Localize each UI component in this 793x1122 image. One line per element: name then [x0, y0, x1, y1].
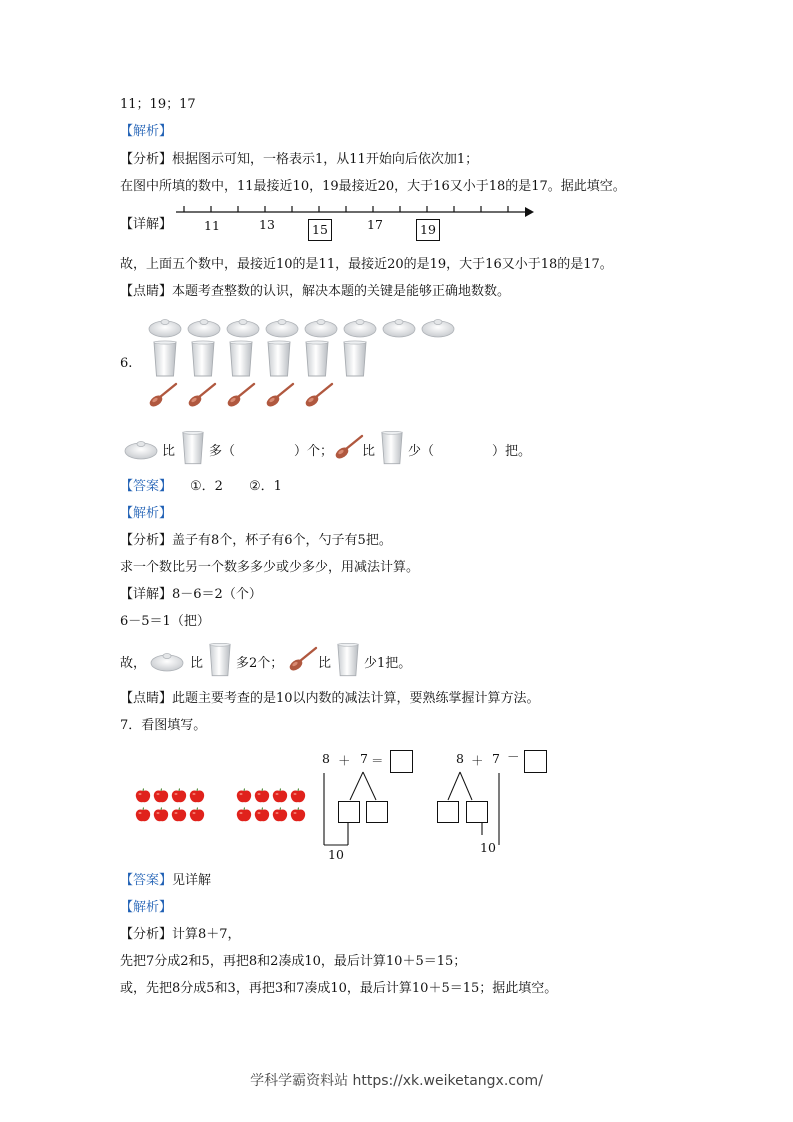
q6-analysis — [120, 532, 392, 550]
q5-conclusion: 故，上面五个数中，最接近10的是11，最接近20的是19，大于16又小于18的是17。 — [120, 257, 613, 272]
apple-icon — [171, 788, 187, 804]
apple-icon — [153, 788, 169, 804]
apple-icon — [135, 788, 151, 804]
lid-icon — [265, 316, 299, 338]
q5-analysis-text: 根据图示可知，一格表示1，从11开始向后依次加1； — [172, 152, 479, 167]
detail-label: 【详解】 — [120, 217, 173, 232]
comment-tag: 【点睛】 — [120, 284, 173, 299]
spoon-icon — [304, 382, 334, 408]
q6-answer — [120, 478, 282, 496]
cup-icon — [152, 340, 178, 378]
spoon-icon — [334, 434, 364, 460]
q5-comment — [120, 283, 510, 301]
answer-tag: 【答案】 — [120, 479, 173, 494]
q6-comment-text: 此题主要考查的是10以内数的减法计算，要熟练掌握计算方法。 — [172, 691, 540, 706]
lid-icon — [226, 316, 260, 338]
analysis-tag: 【分析】 — [120, 533, 173, 548]
apple-icon — [236, 788, 252, 804]
apple-icon — [171, 807, 187, 823]
split-box — [437, 801, 459, 823]
q6-number: 6. — [120, 356, 133, 371]
cup-icon — [342, 340, 368, 378]
more-text: 多2个； — [236, 656, 284, 671]
apple-icon — [189, 788, 205, 804]
spoon-icon — [288, 646, 318, 672]
q7-answer-text: 见详解 — [172, 873, 212, 888]
page-footer: 学科学霸资料站 https://xk.weiketangx.com/ — [250, 1073, 543, 1089]
lid-icon — [382, 316, 416, 338]
q6-question — [124, 428, 684, 468]
decomposition-lines — [434, 745, 559, 855]
ten-label: 10 — [328, 847, 344, 862]
previous-answer: 11；19；17 — [120, 97, 196, 112]
q6-analysis-text: 盖子有8个，杯子有6个，勺子有5把。 — [172, 533, 392, 548]
q5-analysis — [120, 151, 478, 169]
numberline-label: 17 — [367, 217, 383, 232]
q6-detail-text: 8－6＝2（个） — [172, 587, 262, 602]
q6-detail — [120, 586, 262, 604]
q7-analysis — [120, 926, 241, 944]
lid-icon — [304, 316, 338, 338]
plus-sign: ＋ — [338, 753, 351, 768]
q5-comment-text: 本题考查整数的认识，解决本题的关键是能够正确地数数。 — [172, 284, 511, 299]
apple-icon — [272, 807, 288, 823]
plus-sign: ＋ — [471, 753, 484, 768]
apple-icon — [135, 807, 151, 823]
cup-icon — [336, 642, 360, 678]
less-text: 少（ — [408, 444, 435, 459]
split-box — [338, 801, 360, 823]
comment-tag: 【点睛】 — [120, 691, 173, 706]
numberline-label: 13 — [259, 217, 275, 232]
cup-icon — [228, 340, 254, 378]
lid-icon — [421, 316, 455, 338]
apple-icon — [272, 788, 288, 804]
q7-answer — [120, 872, 211, 890]
apple-icon — [254, 807, 270, 823]
equals-sign: ＝ — [371, 753, 384, 768]
apple-icon — [254, 788, 270, 804]
apple-icon — [153, 807, 169, 823]
cup-icon — [304, 340, 330, 378]
q6-answer-text: ①．2 ②．1 — [190, 479, 282, 494]
apple-icon — [290, 788, 306, 804]
addend: 7 — [492, 751, 500, 766]
cup-icon — [190, 340, 216, 378]
compare-word: 比 — [190, 656, 204, 671]
make-ten-diagram-1 — [318, 745, 428, 865]
ten-label: 10 — [480, 840, 496, 855]
q5-analysis-line2: 在图中所填的数中，11最接近10，19最接近20，大于16又小于18的是17。据此填空。 — [120, 179, 626, 194]
compare-word: 比 — [162, 444, 176, 459]
compare-word: 比 — [318, 656, 332, 671]
detail-tag: 【详解】 — [120, 587, 173, 602]
lid-icon — [187, 316, 221, 338]
q6-comment — [120, 690, 540, 708]
analysis-label: 【解析】 — [120, 506, 173, 521]
apple-icon — [290, 807, 306, 823]
lid-icon — [343, 316, 377, 338]
more-text: 多（ — [209, 444, 236, 459]
cup-icon — [208, 642, 232, 678]
number-line — [170, 200, 540, 245]
spoon-icon — [148, 382, 178, 408]
unit-text: ）把。 — [492, 444, 532, 459]
q7-analysis-text: 计算8＋7， — [172, 927, 241, 942]
q6-conclusion — [120, 642, 680, 682]
conclusion-word: 故， — [120, 656, 147, 671]
analysis-label: 【解析】 — [120, 124, 173, 139]
unit-text: ）个； — [294, 444, 334, 459]
analysis-tag: 【分析】 — [120, 927, 173, 942]
cup-icon — [380, 430, 404, 466]
numberline-answer-box: 19 — [416, 219, 440, 241]
compare-word: 比 — [362, 444, 376, 459]
apple-icon — [189, 807, 205, 823]
apple-icon — [236, 807, 252, 823]
lid-icon — [150, 650, 184, 672]
answer-tag: 【答案】 — [120, 873, 173, 888]
q7-title: 7．看图填写。 — [120, 718, 207, 733]
cup-icon — [181, 430, 205, 466]
lid-icon — [148, 316, 182, 338]
cup-icon — [266, 340, 292, 378]
split-box — [366, 801, 388, 823]
spoon-icon — [265, 382, 295, 408]
lid-icon — [124, 438, 158, 460]
q7-analysis-line2: 先把7分成2和5，再把8和2凑成10，最后计算10＋5＝15； — [120, 954, 467, 969]
numberline-answer-box: 15 — [308, 219, 332, 241]
q6-detail-line2: 6－5＝1（把） — [120, 614, 210, 629]
analysis-label: 【解析】 — [120, 900, 173, 915]
analysis-tag: 【分析】 — [120, 152, 173, 167]
addend: 8 — [322, 751, 330, 766]
addend: 8 — [456, 751, 464, 766]
minus-sign: － — [507, 749, 520, 764]
addend: 7 — [360, 751, 368, 766]
q7-analysis-line3: 或，先把8分成5和3，再把3和7凑成10，最后计算10＋5＝15；据此填空。 — [120, 981, 558, 996]
q6-analysis-line2: 求一个数比另一个数多多少或少多少，用减法计算。 — [120, 560, 420, 575]
split-box — [466, 801, 488, 823]
make-ten-diagram-2 — [434, 745, 559, 865]
decomposition-lines — [318, 745, 428, 855]
spoon-icon — [187, 382, 217, 408]
numberline-label: 11 — [204, 218, 220, 233]
less-text: 少1把。 — [364, 656, 412, 671]
spoon-icon — [226, 382, 256, 408]
